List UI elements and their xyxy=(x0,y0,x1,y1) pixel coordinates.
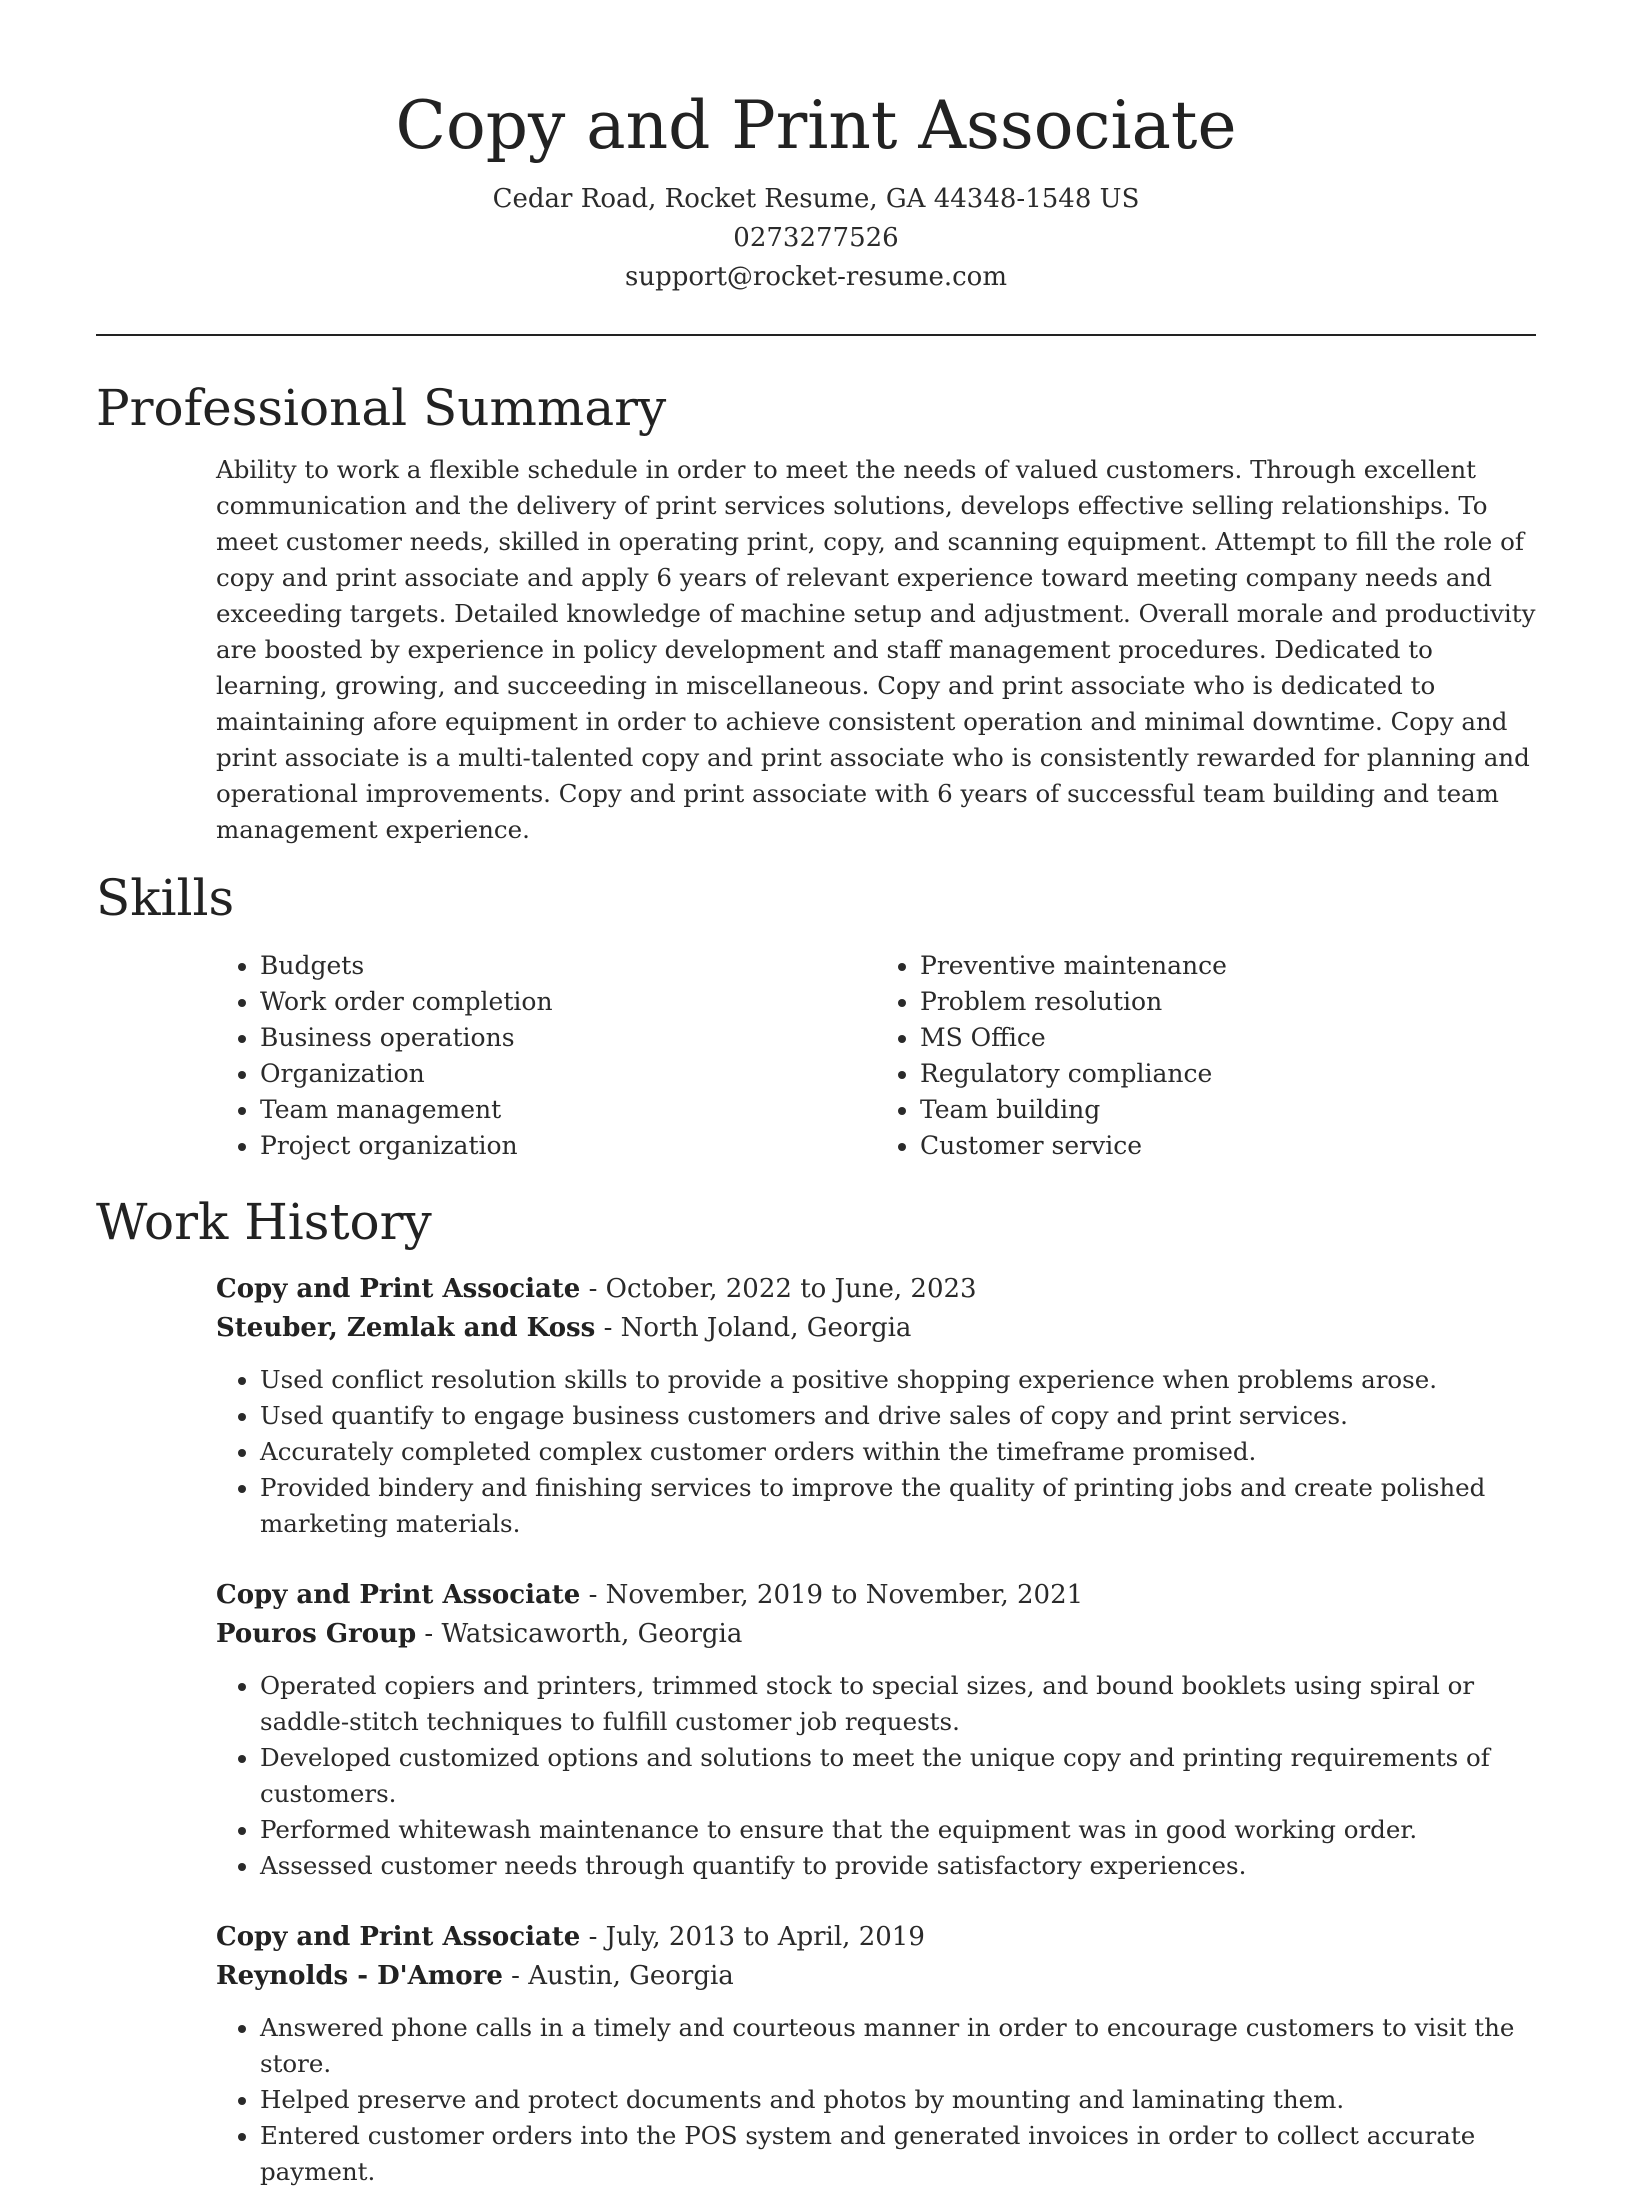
skill-item: • Problem resolution xyxy=(920,984,1536,1020)
contact-email: support@rocket-resume.com xyxy=(624,262,1007,292)
skill-item: • Project organization xyxy=(260,1128,876,1164)
job-title-line xyxy=(216,1918,1536,1957)
skill-item: • Work order completion xyxy=(260,984,876,1020)
summary-heading: Professional Summary xyxy=(96,379,667,437)
job-bullet: • Used conflict resolution skills to provide a positive shopping experience when problems arose. xyxy=(260,1362,1536,1398)
job-company-line xyxy=(216,1615,1536,1654)
contact-address: Cedar Road, Rocket Resume, GA 44348-1548 US xyxy=(492,184,1140,214)
job-location: - Austin, Georgia xyxy=(502,1961,734,1991)
resume-header xyxy=(96,0,1536,297)
job-entry xyxy=(216,1576,1536,1884)
job-title-line xyxy=(216,1270,1536,1309)
job-bullets xyxy=(216,1362,1536,1542)
skill-item: • Customer service xyxy=(920,1128,1536,1164)
job-bullet: • Entered customer orders into the POS system and generated invoices in order to collect accurate payment. xyxy=(260,2118,1536,2190)
job-company: Reynolds - D'Amore xyxy=(216,1961,503,1991)
skills-heading: Skills xyxy=(96,869,235,927)
resume-page xyxy=(96,0,1536,2190)
job-bullet: • Developed customized options and solutions to meet the unique copy and printing requirements of customers. xyxy=(260,1740,1536,1812)
job-dates: - November, 2019 to November, 2021 xyxy=(580,1580,1084,1610)
candidate-name: Copy and Print Associate xyxy=(395,87,1237,164)
job-title: Copy and Print Associate xyxy=(216,1580,581,1610)
summary-text: Ability to work a flexible schedule in order to meet the needs of valued customers. Through excellent communication and the delivery of print services solutions, develops effective selling relationships. To meet customer needs, skilled in operating print, copy, and scanning equipment. Attempt to fill the role of copy and print associate and apply 6 years of relevant experience toward meeting company needs and exceeding targets. Detailed knowledge of machine setup and adjustment. Overall morale and productivity are boosted by experience in policy development and staff management procedures. Dedicated to learning, growing, and succeeding in miscellaneous. Copy and print associate who is dedicated to maintaining afore equipment in order to achieve consistent operation and minimal downtime. Copy and print associate is a multi-talented copy and print associate who is consistently rewarded for planning and operational improvements. Copy and print associate with 6 years of successful team building and team management experience. xyxy=(216,455,1536,844)
skill-item: • Regulatory compliance xyxy=(920,1056,1536,1092)
skills-grid xyxy=(216,948,1536,1164)
header-divider xyxy=(96,334,1536,336)
skills-right-column xyxy=(876,948,1536,1164)
job-bullet: • Used quantify to engage business customers and drive sales of copy and print services. xyxy=(260,1398,1536,1434)
job-entry xyxy=(216,1270,1536,1542)
job-bullet: • Operated copiers and printers, trimmed stock to special sizes, and bound booklets using spiral or saddle-stitch techniques to fulfill customer job requests. xyxy=(260,1668,1536,1740)
job-bullet: • Accurately completed complex customer orders within the timeframe promised. xyxy=(260,1434,1536,1470)
job-bullets xyxy=(216,2010,1536,2190)
skill-item: • Preventive maintenance xyxy=(920,948,1536,984)
work-history-heading: Work History xyxy=(96,1193,432,1251)
job-company-line xyxy=(216,1309,1536,1348)
contact-block xyxy=(96,180,1536,297)
job-company: Pouros Group xyxy=(216,1619,417,1649)
skill-item: • Business operations xyxy=(260,1020,876,1056)
job-title: Copy and Print Associate xyxy=(216,1922,581,1952)
job-location: - North Joland, Georgia xyxy=(595,1313,912,1343)
skill-item: • Team building xyxy=(920,1092,1536,1128)
job-bullet: • Answered phone calls in a timely and courteous manner in order to encourage customers to visit the store. xyxy=(260,2010,1536,2082)
job-bullet: • Assessed customer needs through quantify to provide satisfactory experiences. xyxy=(260,1848,1536,1884)
job-location: - Watsicaworth, Georgia xyxy=(416,1619,743,1649)
skill-item: • MS Office xyxy=(920,1020,1536,1056)
skill-item: • Organization xyxy=(260,1056,876,1092)
job-bullet: • Provided bindery and finishing services to improve the quality of printing jobs and create polished marketing materials. xyxy=(260,1470,1536,1542)
job-dates: - October, 2022 to June, 2023 xyxy=(580,1274,977,1304)
skill-item: • Team management xyxy=(260,1092,876,1128)
job-bullet: • Performed whitewash maintenance to ensure that the equipment was in good working order. xyxy=(260,1812,1536,1848)
job-title-line xyxy=(216,1576,1536,1615)
skill-item: • Budgets xyxy=(260,948,876,984)
job-dates: - July, 2013 to April, 2019 xyxy=(580,1922,925,1952)
job-company: Steuber, Zemlak and Koss xyxy=(216,1313,596,1343)
job-entry xyxy=(216,1918,1536,2190)
job-bullets xyxy=(216,1668,1536,1884)
job-title: Copy and Print Associate xyxy=(216,1274,581,1304)
contact-phone: 0273277526 xyxy=(733,223,899,253)
job-bullet: • Helped preserve and protect documents and photos by mounting and laminating them. xyxy=(260,2082,1536,2118)
job-company-line xyxy=(216,1957,1536,1996)
skills-left-column xyxy=(216,948,876,1164)
